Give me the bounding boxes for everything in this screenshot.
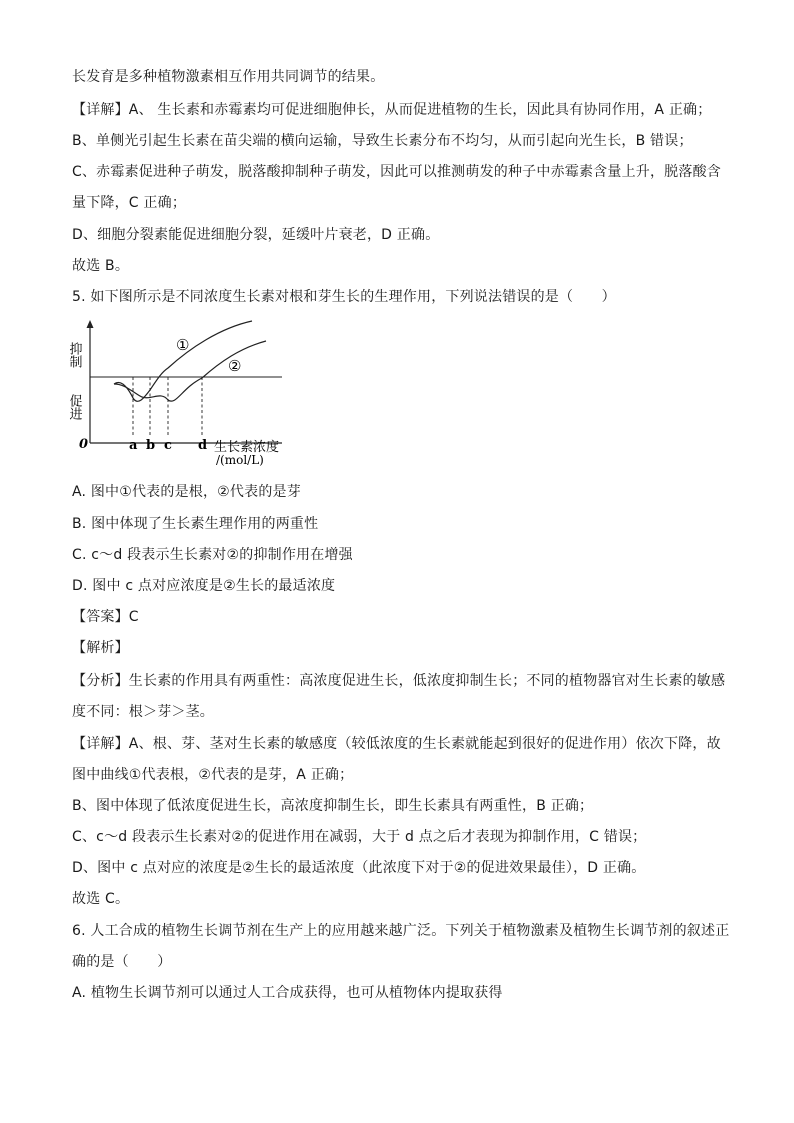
- option-a: A. 图中①代表的是根，②代表的是芽: [72, 484, 301, 500]
- text-line: C、赤霉素促进种子萌发，脱落酸抑制种子萌发，因此可以推测萌发的种子中赤霉素含量上升，脱落酸含: [72, 164, 721, 180]
- text-line: B、图中体现了低浓度促进生长，高浓度抑制生长，即生长素具有两重性，B 正确；: [72, 798, 594, 814]
- y-label-promote: 促进: [66, 394, 82, 420]
- text-line: 图中曲线①代表根，②代表的是芽，A 正确；: [72, 767, 354, 783]
- text-line: D、细胞分裂素能促进细胞分裂，延缓叶片衰老，D 正确。: [72, 227, 440, 243]
- text-line: 【详解】A、根、芽、茎对生长素的敏感度（较低浓度的生长素就能起到很好的促进作用）依次下降，故: [72, 736, 721, 752]
- option-d: D. 图中 c 点对应浓度是②生长的最适浓度: [72, 578, 336, 594]
- origin-label: 0: [79, 437, 89, 452]
- auxin-effect-figure: [66, 318, 300, 468]
- text-line: 度不同：根＞芽＞茎。: [72, 704, 214, 720]
- text-line: B、单侧光引起生长素在苗尖端的横向运输，导致生长素分布不均匀，从而引起向光生长，B 错误；: [72, 133, 693, 149]
- text-line: 【分析】生长素的作用具有两重性：高浓度促进生长，低浓度抑制生长；不同的植物器官对生长素的敏感: [72, 673, 726, 689]
- tick-c-label: c: [164, 438, 172, 453]
- curve-1-label: ①: [176, 336, 190, 354]
- text-line: 故选 B。: [72, 258, 130, 274]
- option-c: C. c～d 段表示生长素对②的抑制作用在增强: [72, 547, 353, 563]
- curve-2-label: ②: [228, 357, 242, 375]
- question-6-option-a: A. 植物生长调节剂可以通过人工合成获得，也可从植物体内提取获得: [72, 985, 503, 1001]
- text-line: 故选 C。: [72, 891, 130, 907]
- x-axis-unit: /(mol/L): [216, 453, 264, 467]
- question-6-stem-cont: 确的是（ ）: [72, 954, 172, 970]
- y-axis-arrow: [87, 320, 94, 328]
- analysis-heading: 【解析】: [72, 640, 129, 656]
- text-line: D、图中 c 点对应的浓度是②生长的最适浓度（此浓度下对于②的促进效果最佳），D 正确。: [72, 860, 646, 876]
- answer-line: 【答案】C: [72, 609, 139, 625]
- question-6-stem: 6. 人工合成的植物生长调节剂在生产上的应用越来越广泛。下列关于植物激素及植物生长调节剂的叙述正: [72, 923, 730, 939]
- tick-a-label: a: [129, 438, 138, 453]
- text-line: 【详解】A、 生长素和赤霉素均可促进细胞伸长，从而促进植物的生长，因此具有协同作用，A 正确；: [72, 102, 712, 118]
- tick-d-label: d: [198, 438, 208, 453]
- y-label-inhibit: 抑制: [66, 342, 82, 368]
- text-line: 量下降，C 正确；: [72, 195, 187, 211]
- tick-b-label: b: [146, 438, 156, 453]
- text-line: C、c～d 段表示生长素对②的促进作用在减弱，大于 d 点之后才表现为抑制作用，C 错误；: [72, 829, 647, 845]
- option-b: B. 图中体现了生长素生理作用的两重性: [72, 516, 319, 532]
- question-5-stem: 5. 如下图所示是不同浓度生长素对根和芽生长的生理作用，下列说法错误的是（ ）: [72, 289, 616, 305]
- x-axis-label: 生长素浓度: [214, 440, 280, 455]
- text-line: 长发育是多种植物激素相互作用共同调节的结果。: [72, 69, 385, 85]
